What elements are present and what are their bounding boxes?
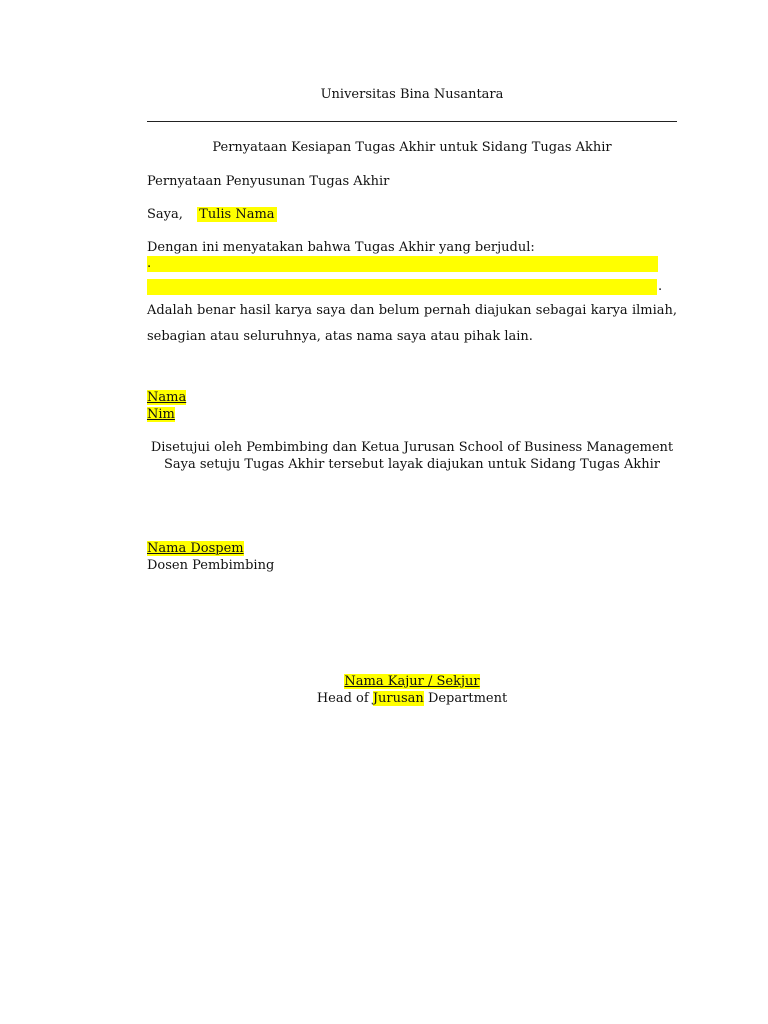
approval-line-1: Disetujui oleh Pembimbing dan Ketua Jurusan School of Business Management (150, 440, 674, 455)
statement-body: Adalah benar hasil karya saya dan belum pernah diajukan sebagai karya ilmiah, sebagian atau seluruhnya, atas nama saya atau pihak lain. (147, 303, 677, 344)
head-role (147, 691, 677, 707)
title-line-2-dot: . (658, 279, 663, 294)
name-placeholder: Tulis Nama (199, 207, 275, 222)
supervisor-name (147, 541, 244, 557)
saya-label: Saya, (147, 207, 183, 222)
title-highlight-line-2 (147, 279, 657, 295)
signer-nim-field: Nim (147, 407, 175, 422)
header-rule (147, 121, 677, 122)
statement-intro: Dengan ini menyatakan bahwa Tugas Akhir yang berjudul: (147, 240, 535, 255)
signer-name-field: Nama (147, 390, 187, 405)
university-name: Universitas Bina Nusantara (320, 87, 504, 102)
title-line-1-dot: . (147, 256, 152, 271)
approval-line-2: Saya setuju Tugas Akhir tersebut layak diajukan untuk Sidang Tugas Akhir (163, 457, 660, 472)
signer-nim (147, 407, 175, 423)
supervisor-name-field: Nama Dospem (147, 541, 244, 556)
head-role-prefix: Head of (316, 691, 369, 706)
head-name-field: Nama Kajur / Sekjur (344, 674, 480, 689)
signer-name (147, 390, 186, 406)
head-name (147, 674, 677, 690)
document-subtitle: Pernyataan Penyusunan Tugas Akhir (147, 174, 390, 189)
head-role-suffix: Department (427, 691, 508, 706)
document-title: Pernyataan Kesiapan Tugas Akhir untuk Sidang Tugas Akhir (212, 140, 612, 155)
head-role-highlight: Jurusan (372, 691, 424, 706)
supervisor-role: Dosen Pembimbing (147, 558, 275, 573)
title-highlight-line-1 (147, 256, 658, 272)
saya-line (147, 207, 277, 223)
